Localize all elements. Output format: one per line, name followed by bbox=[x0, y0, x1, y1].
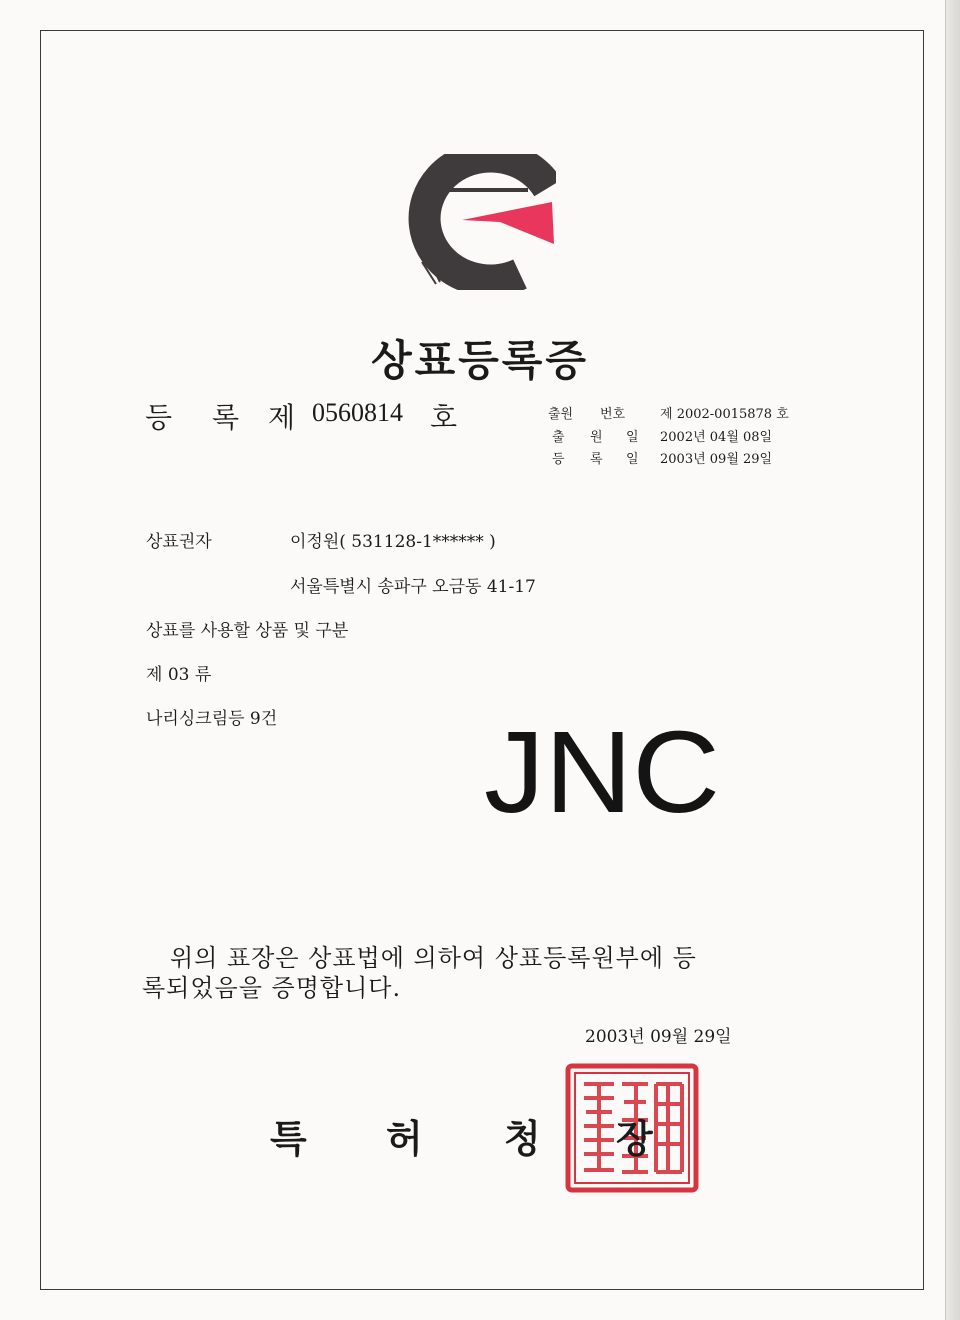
registration-label-char: 록 bbox=[212, 401, 240, 434]
kipo-emblem-logo bbox=[400, 154, 556, 290]
goods-heading: 상표를 사용할 상품 및 구분 bbox=[146, 621, 349, 641]
scan-edge bbox=[945, 0, 960, 1320]
goods-items: 나리싱크림등 9건 bbox=[146, 709, 278, 729]
registration-suffix: 호 bbox=[430, 401, 458, 434]
registration-date-label: 등 bbox=[552, 452, 565, 467]
issuing-office-char: 장 bbox=[616, 1117, 653, 1161]
issue-date: 2003년 09월 29일 bbox=[585, 1027, 732, 1047]
certification-statement-line1: 위의 표장은 상표법에 의하여 상표등록원부에 등 bbox=[170, 944, 697, 972]
application-date-value: 2002년 04월 08일 bbox=[660, 430, 773, 445]
certification-statement-line2: 록되었음을 증명합니다. bbox=[142, 974, 402, 1002]
owner-address: 서울특별시 송파구 오금동 41-17 bbox=[290, 577, 536, 597]
goods-class: 제 03 류 bbox=[146, 665, 212, 685]
issuing-office-char: 청 bbox=[504, 1117, 541, 1161]
application-date-label: 일 bbox=[626, 430, 639, 445]
trademark-text: JNC bbox=[484, 720, 720, 820]
registration-label-char: 제 bbox=[268, 401, 296, 434]
owner-name-id: 이정원( 531128-1****** ) bbox=[290, 532, 496, 552]
application-date-label: 출 bbox=[552, 430, 565, 445]
registration-date-label: 록 bbox=[590, 452, 603, 467]
application-date-label: 원 bbox=[590, 430, 603, 445]
issuing-office-char: 특 bbox=[270, 1117, 307, 1161]
certificate-title: 상표등록증 bbox=[371, 336, 589, 385]
application-number-value: 제 2002-0015878 호 bbox=[660, 407, 789, 422]
registration-date-value: 2003년 09월 29일 bbox=[660, 452, 773, 467]
registration-date-label: 일 bbox=[626, 452, 639, 467]
application-number-label: 번호 bbox=[600, 407, 626, 422]
trademark-mark bbox=[484, 720, 724, 820]
registration-label-char: 등 bbox=[145, 401, 173, 434]
application-number-label: 출원 bbox=[548, 407, 574, 422]
registration-number: 0560814 bbox=[312, 398, 403, 427]
issuing-office-char: 허 bbox=[386, 1117, 423, 1161]
owner-label: 상표권자 bbox=[146, 532, 212, 552]
